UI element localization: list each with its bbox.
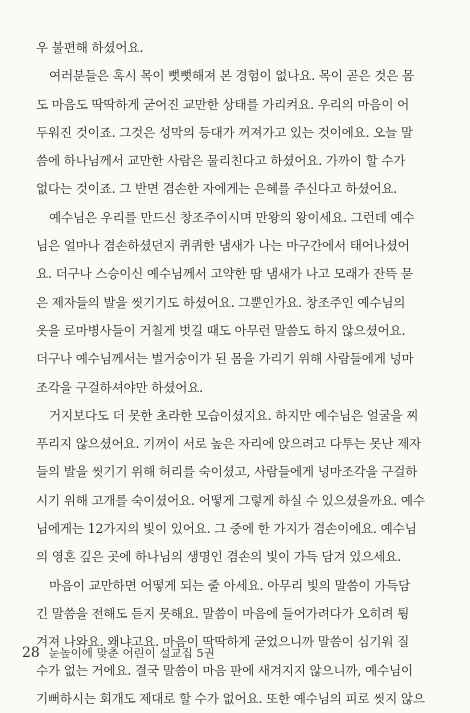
text-line: 의 영혼 깊은 곳에 하나님의 생명인 겸손의 빛이 가득 담겨 있으세요. xyxy=(36,549,401,565)
text-line: 여러분들은 혹시 목이 뻣뻣해져 본 경험이 없나요. 목이 곧은 것은 몸 xyxy=(49,68,414,84)
text-line: 푸리지 않으셨어요. 기꺼이 서로 높은 자리에 앉으려고 다투는 못난 제자 xyxy=(36,436,422,452)
text-line: 요. 더구나 스승이신 예수님께서 고약한 땀 냄새가 나고 모래가 잔뜩 묻 xyxy=(36,266,413,282)
book-title: 눈높이에 맞춘 어린이 설교집 5권 xyxy=(48,646,215,660)
text-line: 더구나 예수님께서는 벌거숭이가 된 몸을 가리기 위해 사람들에게 넝마 xyxy=(36,351,414,367)
body-text xyxy=(36,34,448,713)
text-line: 없다는 것이죠. 그 반면 겸손한 자에게는 은혜를 주신다고 하셨어요. xyxy=(36,181,398,197)
text-line: 겨져 나와요. 왜냐고요. 마음이 딱딱하게 굳었으니까 말씀이 심기워 질 xyxy=(36,634,410,650)
page-footer xyxy=(22,645,215,661)
text-line: 기뻐하시는 회개도 제대로 할 수가 없어요. 또한 예수님의 피로 씻지 않으 xyxy=(36,690,425,706)
text-line: 님은 얼마나 겸손하셨던지 퀴퀴한 냄새가 나는 마구간에서 태어나셨어 xyxy=(36,238,410,254)
text-line: 옷을 로마병사들이 거칠게 벗길 때도 아무런 말씀도 하지 않으셨어요. xyxy=(36,322,406,338)
text-line: 들의 발을 씻기기 위해 허리를 숙이셨고, 사람들에게 넝마조각을 구걸하 xyxy=(36,464,418,480)
text-line: 두워진 것이죠. 그것은 성막의 등대가 꺼져가고 있는 것이에요. 오늘 말 xyxy=(36,124,413,140)
text-line: 님에게는 12가지의 빛이 있어요. 그 중에 한 가지가 겸손이에요. 예수님 xyxy=(36,521,417,537)
text-line: 거지보다도 더 못한 초라한 모습이셨지요. 하지만 예수님은 얼굴을 찌 xyxy=(49,407,419,423)
text-line: 긴 말씀을 전해도 듣지 못해요. 말씀이 마음에 들어가려다가 오히려 튕 xyxy=(36,605,410,621)
text-line: 은 제자들의 발을 씻기기도 하셨어요. 그뿐인가요. 창조주인 예수님의 xyxy=(36,294,406,310)
text-line: 마음이 교만하면 어떻게 되는 줄 아세요. 아무리 빛의 말씀이 가득담 xyxy=(49,577,411,593)
text-line: 시기 위해 고개를 숙이셨어요. 어떻게 그렇게 하실 수 있으셨을까요. 예수 xyxy=(36,492,425,508)
text-line: 예수님은 우리를 만드신 창조주이시며 만왕의 왕이세요. 그런데 예수 xyxy=(49,209,415,225)
text-line: 수가 없는 거에요. 결국 말씀이 마음 판에 새겨지지 않으니까, 예수님이 xyxy=(36,662,413,678)
text-line: 씀에 하나님께서 교만한 사람은 물리친다고 하셨어요. 가까이 할 수가 xyxy=(36,153,406,169)
page-number: 28 xyxy=(22,645,40,661)
text-line: 도 마음도 딱딱하게 굳어진 교만한 상태를 가리켜요. 우리의 마음이 어 xyxy=(36,96,410,112)
text-line: 조각을 구걸하셔야만 하셨어요. xyxy=(36,379,203,395)
text-line: 우 불편해 하셨어요. xyxy=(36,40,144,55)
